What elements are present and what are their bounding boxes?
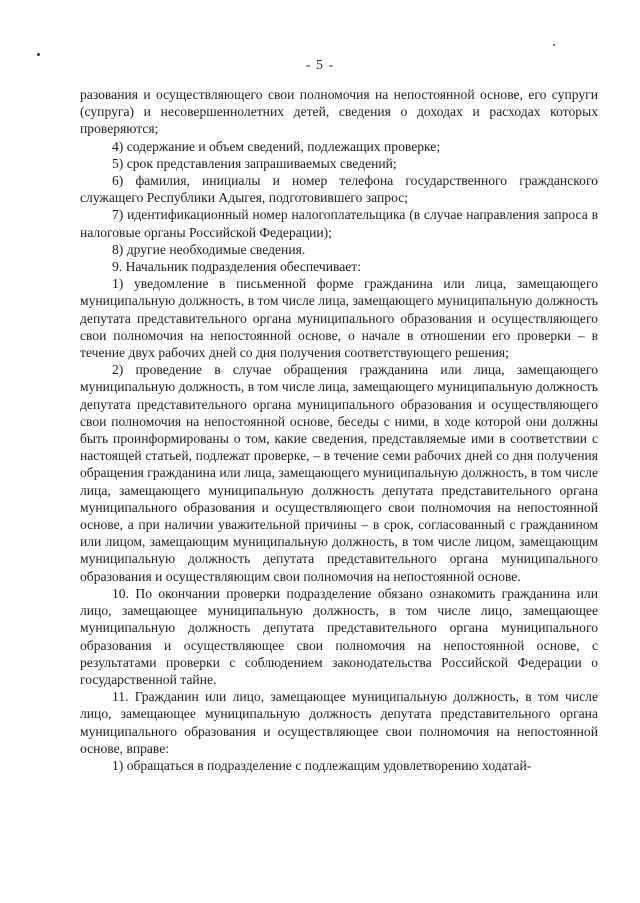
paragraph-item-6: 6) фамилия, инициалы и номер телефона государственного гражданского служащего Республики Адыгея, подготовившего запрос; (80, 173, 598, 206)
paragraph-section-11-item-1: 1) обращаться в подразделение с подлежащим удовлетворению ходатай- (112, 757, 532, 773)
paragraph-section-9-item-2: 2) проведение в случае обращения гражданина или лица, замещающего муниципальную должность, в том числе лица, замещающего муниципальную должность депутата представительного органа муниципального образования и осуществляющего свои полномочия на непостоянной основе, беседы с ними, в ходе которой они должны быть проинформированы о том, какие сведения, представляемые ими в соответствии с настоящей статьей, подлежат проверке, – в течение семи рабочих дней со дня получения обращения гражданина или лица, замещающего муниципальную должность, в том числе лица, замещающего муниципальную должность депутата представительного органа муниципального образования и осуществляющего свои полномочия на непостоянной основе, а при наличии уважительной причины – в срок, согласованный с гражданином или лицом, замещающим муниципальную должность, в том числе лицом, замещающим муниципальную должность депутата представительного органа муниципального образования и осуществляющим свои полномочия на непостоянной основе. (80, 362, 598, 584)
paragraph-item-4: 4) содержание и объем сведений, подлежащих проверке; (112, 138, 441, 154)
paragraph-section-11: 11. Гражданин или лицо, замещающее муниципальную должность, в том числе лицо, замещающее муниципальную должность депутата представительного органа муниципального образования и осуществляющее свои полномочия на непостоянной основе, вправе: (80, 689, 598, 756)
paragraph-section-10: 10. По окончании проверки подразделение обязано ознакомить гражданина или лицо, замещающее муниципальную должность, в том числе лицо, замещающее муниципальную должность депутата представительного органа муниципального образования и осуществляющее свои полномочия на непостоянной основе, с результатами проверки с соблюдением законодательства Российской Федерации о государственной тайне. (80, 585, 598, 687)
scan-speck (37, 53, 40, 56)
page-number: - 5 - (305, 58, 335, 73)
paragraph-section-9: 9. Начальник подразделения обеспечивает: (112, 259, 361, 275)
paragraph-section-9-item-1: 1) уведомление в письменной форме гражданина или лица, замещающего муниципальную должность, в том числе лица, замещающего муниципальную должность депутата представительного органа муниципального образования и осуществляющего свои полномочия на непостоянной основе, о начале в отношении его проверки – в течение двух рабочих дней со дня получения соответствующего решения; (80, 276, 598, 361)
paragraph-continuation: разования и осуществляющего свои полномочия на непостоянной основе, его супруги (супруга) и несовершеннолетних детей, сведения о доходах и расходах которых проверяются; (80, 87, 598, 137)
paragraph-item-8: 8) другие необходимые сведения. (112, 241, 306, 257)
scan-speck (553, 44, 555, 46)
document-body (80, 86, 598, 774)
paragraph-item-7: 7) идентификационный номер налогоплательщика (в случае направления запроса в налоговые органы Российской Федерации); (80, 207, 598, 240)
paragraph-item-5: 5) срок представления запрашиваемых сведений; (112, 155, 397, 171)
